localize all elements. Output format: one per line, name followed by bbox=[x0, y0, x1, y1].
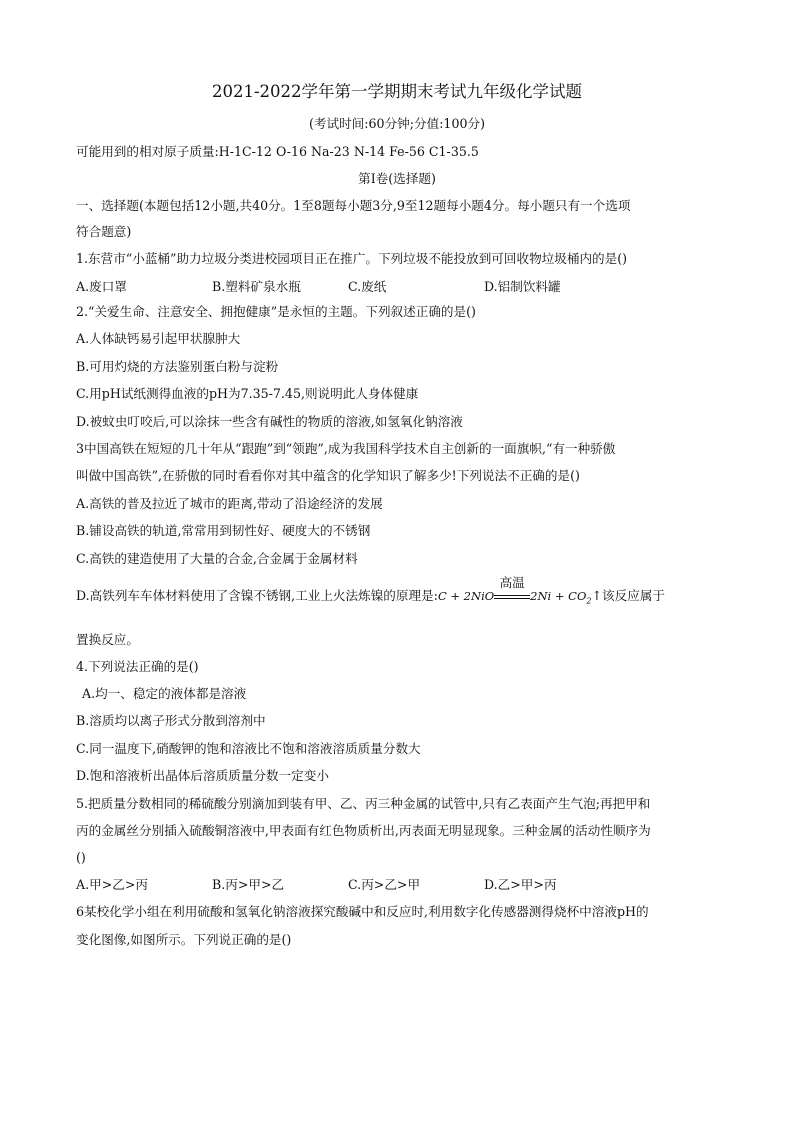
q3-option-c: C.高铁的建造使用了大量的合金,合金属于金属材料 bbox=[76, 551, 358, 566]
q3-option-d bbox=[76, 575, 666, 609]
q5-option-c: C.丙>乙>甲 bbox=[348, 877, 421, 892]
atomic-masses: 可能用到的相对原子质量:H-1C-12 O-16 Na-23 N-14 Fe-56 C1-35.5 bbox=[76, 144, 479, 159]
q5-option-b: B.丙>甲>乙 bbox=[212, 877, 285, 892]
q6-stem: 6某校化学小组在利用硫酸和氢氧化钠溶液探究酸碱中和反应时,利用数字化传感器测得烧杯中溶液pH的 bbox=[76, 904, 649, 919]
exam-title: 2021-2022学年第一学期期末考试九年级化学试题 bbox=[211, 82, 583, 101]
smelting-equation bbox=[437, 575, 592, 606]
section-instructions-cont: 符合题意) bbox=[76, 224, 132, 239]
q4-option-d: D.饱和溶液析出晶体后溶质质量分数一定变小 bbox=[76, 768, 329, 783]
q3-option-d-tail: ↑该反应属于 bbox=[591, 588, 666, 603]
q1-option-b: B.塑料矿泉水瓶 bbox=[212, 279, 301, 294]
q3-option-a: A.高铁的普及拉近了城市的距离,带动了沿途经济的发展 bbox=[76, 496, 383, 511]
q2-option-b: B.可用灼烧的方法鉴别蛋白粉与淀粉 bbox=[76, 359, 279, 374]
q2-option-a: A.人体缺钙易引起甲状腺肿大 bbox=[76, 331, 241, 346]
q2-option-d: D.被蚊虫叮咬后,可以涂抹一些含有碱性的物质的溶液,如氢氧化钠溶液 bbox=[76, 414, 463, 429]
q5-stem: 5.把质量分数相同的稀硫酸分别滴加到装有甲、乙、丙三种金属的试管中,只有乙表面产生气泡;再把甲和 bbox=[76, 796, 651, 811]
q4-option-c: C.同一温度下,硝酸钾的饱和溶液比不饱和溶液溶质质量分数大 bbox=[76, 741, 421, 756]
q1-stem: 1.东营市“小蓝桶”助力垃圾分类进校园项目正在推广。下列垃圾不能投放到可回收物垃圾桶内的是() bbox=[76, 251, 628, 266]
q3-option-d-text: D.高铁列车车体材料使用了含镍不锈钢,工业上火法炼镍的原理是: bbox=[76, 588, 438, 603]
q3-option-d-cont: 置换反应。 bbox=[76, 632, 139, 647]
volume-heading: 第I卷(选择题) bbox=[358, 171, 436, 186]
q5-stem-end: () bbox=[76, 850, 86, 865]
q2-stem: 2.“关爱生命、注意安全、拥抱健康”是永恒的主题。下列叙述正确的是() bbox=[76, 304, 476, 319]
q4-option-a: A.均一、稳定的液体都是溶液 bbox=[82, 686, 247, 701]
section-instructions: 一、选择题(本题包括12小题,共40分。1至8题每小题3分,9至12题每小题4分。每小题只有一个选项 bbox=[76, 198, 631, 213]
q4-stem: 4.下列说法正确的是() bbox=[76, 659, 199, 674]
exam-subtitle: (考试时间:60分钟;分值:100分) bbox=[309, 116, 485, 131]
q3-stem: 3中国高铁在短短的几十年从“跟跑”到“领跑”,成为我国科学技术自主创新的一面旗帜,“有一种骄傲 bbox=[76, 441, 616, 456]
q4-option-b: B.溶质均以离子形式分散到溶剂中 bbox=[76, 713, 266, 728]
q1-option-d: D.铝制饮料罐 bbox=[484, 279, 561, 294]
q3-stem-cont: 叫做中国高铁”,在骄傲的同时看看你对其中蕴含的化学知识了解多少!下列说法不正确的是() bbox=[76, 468, 580, 483]
q5-stem-cont: 丙的金属丝分别插入硫酸铜溶液中,甲表面有红色物质析出,丙表面无明显现象。三种金属的活动性顺序为 bbox=[76, 823, 651, 838]
q1-option-c: C.废纸 bbox=[348, 279, 387, 294]
condition-label: 高温 bbox=[499, 575, 525, 590]
equals-sign bbox=[494, 595, 530, 599]
equation-products: 2Ni + CO bbox=[530, 589, 587, 603]
q2-option-c: C.用pH试纸测得血液的pH为7.35-7.45,则说明此人身体健康 bbox=[76, 386, 419, 401]
q6-stem-cont: 变化图像,如图所示。下列说正确的是() bbox=[76, 932, 292, 947]
q5-option-a: A.甲>乙>丙 bbox=[76, 877, 148, 892]
equation-reactants: C + 2NiO bbox=[437, 589, 495, 603]
equation-subscript: 2 bbox=[586, 596, 592, 606]
q5-option-d: D.乙>甲>丙 bbox=[484, 877, 557, 892]
q3-option-b: B.铺设高铁的轨道,常常用到韧性好、硬度大的不锈钢 bbox=[76, 523, 371, 538]
reaction-condition bbox=[494, 575, 530, 604]
q1-option-a: A.废口罩 bbox=[76, 279, 127, 294]
